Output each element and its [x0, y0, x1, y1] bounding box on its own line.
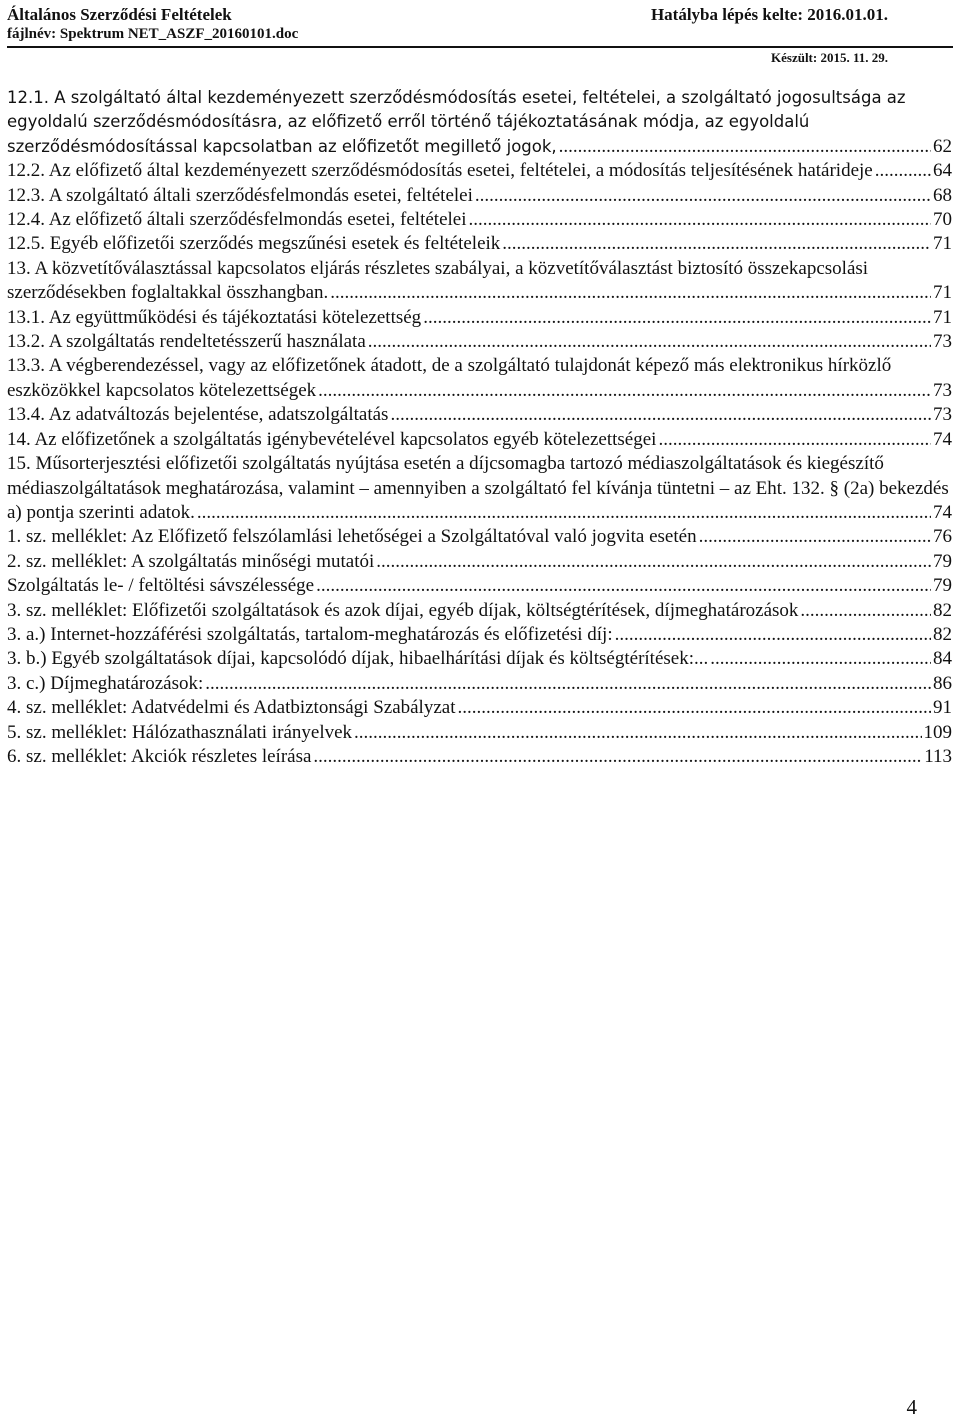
- toc-entry-page: 74: [933, 501, 952, 523]
- toc-entry-title: 12.2. Az előfizető által kezdeményezett szerződésmódosítás esetei, feltételei, a módosítás teljesítésének határideje: [7, 160, 873, 182]
- toc-entry[interactable]: [7, 306, 953, 330]
- toc-entry-title: 13.4. Az adatváltozás bejelentése, adatszolgáltatás: [7, 404, 389, 426]
- toc-entry-title: 6. sz. melléklet: Akciók részletes leírása: [7, 745, 312, 767]
- toc-entry-page: 73: [933, 331, 952, 353]
- effective-date: Hatályba lépés kelte: 2016.01.01.: [650, 5, 888, 24]
- dot-leader: [658, 428, 931, 452]
- table-of-contents: [7, 86, 953, 769]
- toc-entry-title: 3. a.) Internet-hozzáférési szolgáltatás, tartalom-meghatározás és előfizetési díj:: [7, 623, 613, 645]
- toc-entry[interactable]: [7, 672, 953, 696]
- toc-entry-title: 3. c.) Díjmeghatározások:: [7, 672, 204, 694]
- toc-entry-page: 79: [933, 575, 952, 597]
- toc-entry[interactable]: [7, 330, 953, 354]
- dot-leader: [390, 403, 931, 427]
- file-name: fájlnév: Spektrum NET_ASZF_20160101.doc: [7, 26, 299, 42]
- dot-leader: [875, 159, 931, 183]
- toc-entry-page: 82: [933, 599, 952, 621]
- toc-entry-title: 5. sz. melléklet: Hálózathasználati irányelvek: [7, 721, 353, 743]
- dot-leader: [800, 599, 931, 623]
- toc-entry-page: 91: [933, 697, 952, 719]
- toc-entry[interactable]: [7, 208, 953, 232]
- dot-leader: [475, 184, 931, 208]
- toc-entry-page: 71: [933, 282, 952, 304]
- toc-entry-page: 62: [933, 135, 952, 157]
- dot-leader: [316, 574, 931, 598]
- toc-entry[interactable]: [7, 647, 953, 671]
- toc-entry-page: 71: [933, 306, 952, 328]
- dot-leader: [615, 623, 931, 647]
- toc-entry[interactable]: [7, 452, 953, 525]
- toc-entry-title: 13. A közvetítőválasztással kapcsolatos eljárás részletes szabályai, a közvetítőválasztást biztosító összekapcsolási szerződésekben foglaltakkal összhangban.: [7, 257, 869, 304]
- toc-entry[interactable]: [7, 428, 953, 452]
- document-title: Általános Szerződési Feltételek: [7, 5, 232, 24]
- toc-entry[interactable]: [7, 232, 953, 256]
- dot-leader: [376, 550, 931, 574]
- toc-entry-page: 73: [933, 404, 952, 426]
- toc-entry-page: 109: [923, 721, 952, 743]
- dot-leader: [205, 672, 931, 696]
- toc-entry[interactable]: [7, 574, 953, 598]
- created-date: Készült: 2015. 11. 29.: [771, 50, 888, 65]
- dot-leader: [423, 306, 931, 330]
- toc-entry-page: 74: [933, 428, 952, 450]
- toc-entry[interactable]: [7, 550, 953, 574]
- toc-entry-title: 1. sz. melléklet: Az Előfizető felszólamlási lehetőségei a Szolgáltatóval való jogvita esetén: [7, 526, 697, 548]
- dot-leader: [313, 745, 922, 769]
- dot-leader: [710, 647, 931, 671]
- toc-entry-page: 84: [933, 648, 952, 670]
- dot-leader: [330, 281, 931, 305]
- dot-leader: [197, 501, 931, 525]
- toc-entry-title: 13.1. Az együttműködési és tájékoztatási kötelezettség: [7, 306, 422, 328]
- toc-entry[interactable]: [7, 721, 953, 745]
- toc-entry-title: 2. sz. melléklet: A szolgáltatás minőségi mutatói: [7, 550, 375, 572]
- toc-entry-page: 68: [933, 184, 952, 206]
- header-divider: [7, 46, 953, 48]
- toc-entry[interactable]: [7, 599, 953, 623]
- toc-entry-title: 14. Az előfizetőnek a szolgáltatás igénybevételével kapcsolatos egyéb kötelezettségei: [7, 428, 657, 450]
- toc-entry-title: 12.3. A szolgáltató általi szerződésfelmondás esetei, feltételei: [7, 184, 473, 206]
- dot-leader: [318, 379, 931, 403]
- toc-entry[interactable]: [7, 745, 953, 769]
- dot-leader: [368, 330, 931, 354]
- toc-entry-title: 13.3. A végberendezéssel, vagy az előfizetőnek átadott, de a szolgáltató tulajdonát képező más elektronikus hírközlő eszközökkel kapcsolatos kötelezettségek: [7, 355, 892, 401]
- toc-entry[interactable]: [7, 354, 953, 403]
- page-header: [7, 2, 953, 70]
- toc-entry-page: 71: [933, 233, 952, 255]
- dot-leader: [354, 721, 921, 745]
- dot-leader: [699, 525, 931, 549]
- toc-entry-page: 79: [933, 550, 952, 572]
- toc-entry[interactable]: [7, 403, 953, 427]
- toc-entry[interactable]: [7, 159, 953, 183]
- toc-entry[interactable]: [7, 184, 953, 208]
- toc-entry-page: 64: [933, 160, 952, 182]
- toc-entry-title: 4. sz. melléklet: Adatvédelmi és Adatbiztonsági Szabályzat: [7, 697, 456, 719]
- toc-entry-page: 113: [924, 745, 952, 767]
- dot-leader: [458, 696, 932, 720]
- toc-entry-page: 73: [933, 379, 952, 401]
- toc-entry-page: 76: [933, 526, 952, 548]
- toc-entry[interactable]: [7, 525, 953, 549]
- dot-leader: [469, 208, 932, 232]
- toc-entry[interactable]: [7, 623, 953, 647]
- toc-entry-page: 86: [933, 672, 952, 694]
- toc-entry-title: 12.1. A szolgáltató által kezdeményezett szerződésmódosítás esetei, feltételei, a szolgáltató jogosultsága az egyoldalú szerződésmódosításra, az előfizető erről történő tájékoztatásának módja, az egyoldalú szerződésmódosítással kapcsolatban az előfizetőt megillető jogok,: [7, 88, 906, 156]
- toc-entry-title: Szolgáltatás le- / feltöltési sávszélessége: [7, 575, 315, 597]
- toc-entry[interactable]: [7, 696, 953, 720]
- toc-entry[interactable]: [7, 257, 953, 306]
- toc-entry-title: 12.5. Egyéb előfizetői szerződés megszűnési esetek és feltételeik: [7, 233, 501, 255]
- toc-entry[interactable]: [7, 86, 953, 159]
- toc-entry-title: 15. Műsorterjesztési előfizetői szolgáltatás nyújtása esetén a díjcsomagba tartozó médiaszolgáltatások és kiegészítő médiaszolgáltatások meghatározása, valamint – amennyiben a szolgáltató fel kívánja tüntetni – az Eht. 132. § (2a) bekezdés a) pontja szerinti adatok.: [7, 453, 949, 523]
- toc-entry-title: 13.2. A szolgáltatás rendeltetésszerű használata: [7, 331, 366, 353]
- toc-entry-page: 70: [933, 209, 952, 231]
- dot-leader: [559, 135, 931, 159]
- toc-entry-title: 3. b.) Egyéb szolgáltatások díjai, kapcsolódó díjak, hibaelhárítási díjak és költségtérítések:...: [7, 648, 709, 670]
- toc-entry-title: 3. sz. melléklet: Előfizetői szolgáltatások és azok díjai, egyéb díjak, költségtérítések, díjmeghatározások: [7, 599, 799, 621]
- dot-leader: [502, 232, 931, 256]
- toc-entry-title: 12.4. Az előfizető általi szerződésfelmondás esetei, feltételei: [7, 209, 467, 231]
- toc-entry-page: 82: [933, 623, 952, 645]
- page-number: 4: [906, 1395, 917, 1419]
